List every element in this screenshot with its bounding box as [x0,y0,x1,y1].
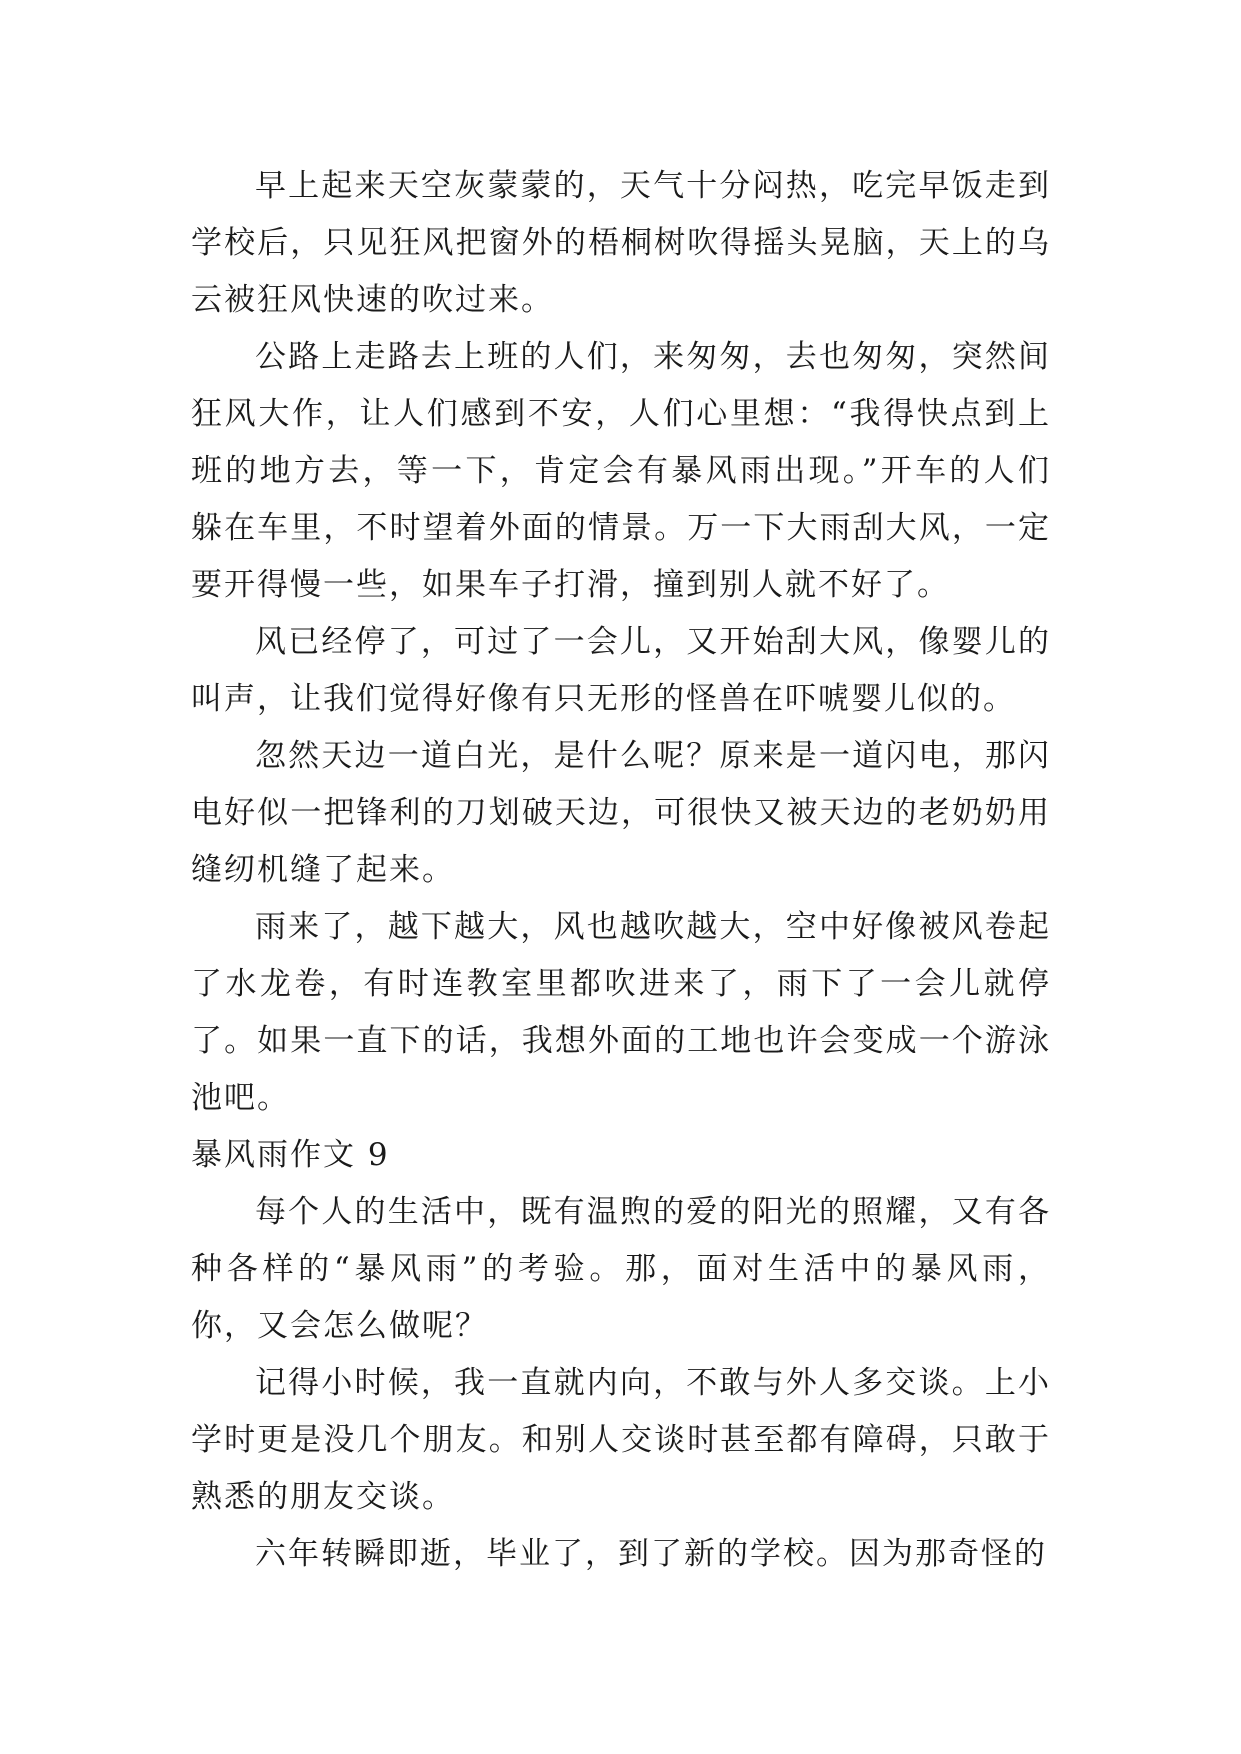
paragraph: 风已经停了，可过了一会儿，又开始刮大风，像婴儿的叫声，让我们觉得好像有只无形的怪兽在吓唬婴儿似的。 [191,624,1051,717]
paragraph: 雨来了，越下越大，风也越吹越大，空中好像被风卷起了水龙卷，有时连教室里都吹进来了，雨下了一会儿就停了。如果一直下的话，我想外面的工地也许会变成一个游泳池吧。 [191,909,1051,1116]
section-title: 暴风雨作文 9 [191,1137,390,1173]
paragraph: 忽然天边一道白光，是什么呢？原来是一道闪电，那闪电好似一把锋利的刀划破天边，可很快又被天边的老奶奶用缝纫机缝了起来。 [191,738,1051,888]
paragraph: 六年转瞬即逝，毕业了，到了新的学校。因为那奇怪的 [255,1536,1047,1572]
paragraph: 每个人的生活中，既有温煦的爱的阳光的照耀，又有各种各样的“暴风雨”的考验。那，面对生活中的暴风雨，你，又会怎么做呢？ [191,1194,1051,1344]
paragraph: 公路上走路去上班的人们，来匆匆，去也匆匆，突然间狂风大作，让人们感到不安，人们心里想：“我得快点到上班的地方去，等一下，肯定会有暴风雨出现。”开车的人们躲在车里，不时望着外面的情景。万一下大雨刮大风，一定要开得慢一些，如果车子打滑，撞到别人就不好了。 [191,339,1051,603]
document-body [191,158,1051,1583]
paragraph: 记得小时候，我一直就内向，不敢与外人多交谈。上小学时更是没几个朋友。和别人交谈时甚至都有障碍，只敢于熟悉的朋友交谈。 [191,1365,1051,1515]
paragraph: 早上起来天空灰蒙蒙的，天气十分闷热，吃完早饭走到学校后，只见狂风把窗外的梧桐树吹得摇头晃脑，天上的乌云被狂风快速的吹过来。 [191,168,1051,318]
